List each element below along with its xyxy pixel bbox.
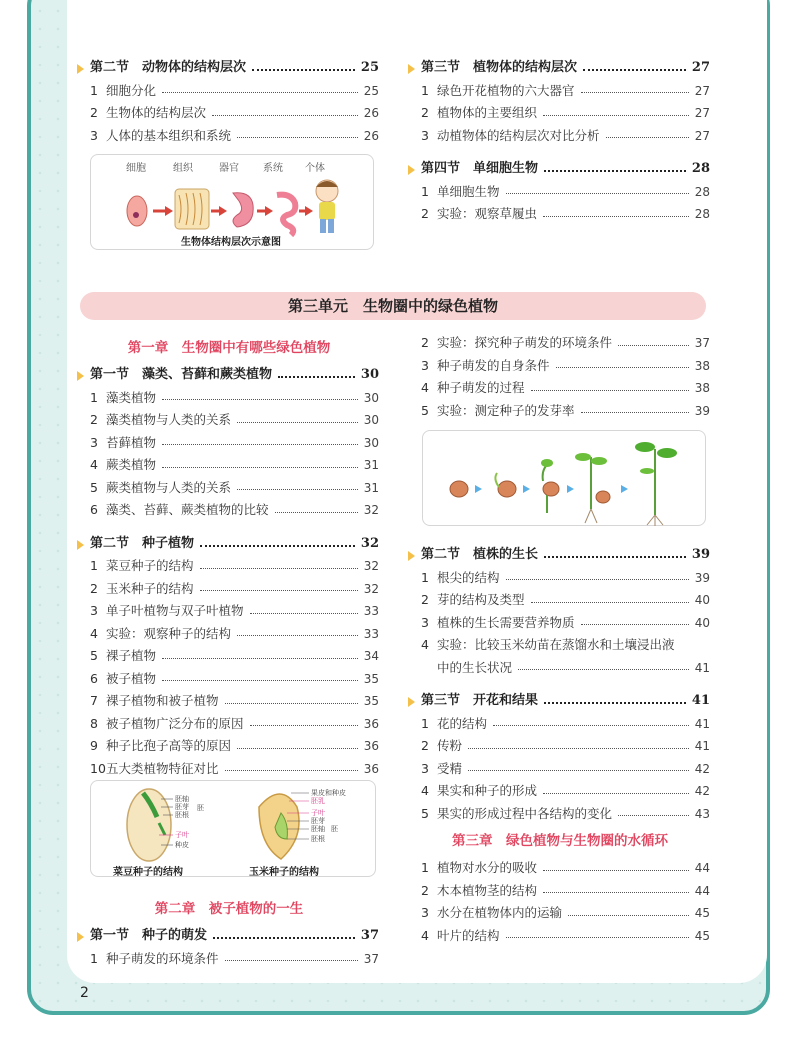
item-number: 2 <box>421 882 429 898</box>
item-label: 传粉 <box>437 738 463 753</box>
toc-item[interactable] <box>410 735 710 758</box>
dot-leader <box>237 422 358 423</box>
dot-leader <box>225 960 358 961</box>
growth-arrow-1 <box>475 485 482 493</box>
toc-top-right <box>410 57 710 226</box>
page-ref: 33 <box>363 626 379 641</box>
growth-arrow-4 <box>621 485 628 493</box>
page-ref: 28 <box>694 184 710 199</box>
page-ref: 28 <box>691 161 710 176</box>
item-number: 6 <box>90 502 98 517</box>
section-label: 第三节 开花和结果 <box>421 693 539 708</box>
item-label: 菜豆种子的结构 <box>106 558 194 573</box>
toc-item[interactable] <box>79 499 379 522</box>
page-ref: 36 <box>363 761 379 776</box>
bean-caption: 菜豆种子的结构 <box>113 867 183 878</box>
dot-leader <box>543 793 689 794</box>
toc-item[interactable] <box>79 102 379 125</box>
item-label: 实验：观察种子的结构 <box>106 625 232 641</box>
item-label: 细胞分化 <box>106 82 157 98</box>
triangle-marker-icon <box>77 371 84 381</box>
corn-caption: 玉米种子的结构 <box>249 867 319 878</box>
item-number: 1 <box>421 183 429 199</box>
dot-leader <box>506 193 689 194</box>
page-ref: 44 <box>694 883 710 898</box>
dot-leader <box>237 748 358 749</box>
item-number: 3 <box>421 614 429 630</box>
spacer <box>410 147 710 158</box>
item-number: 4 <box>421 783 429 798</box>
item-label: 绿色开花植物的六大器官 <box>437 82 575 98</box>
growth-arrow-3 <box>567 485 574 493</box>
toc-item[interactable] <box>79 409 379 432</box>
dot-leader <box>225 770 358 771</box>
dot-leader <box>162 680 358 681</box>
page-ref: 25 <box>363 83 379 98</box>
item-number: 3 <box>421 127 429 143</box>
toc-item[interactable] <box>410 400 710 423</box>
item-label: 实验：探究种子萌发的环境条件 <box>437 335 613 350</box>
dot-leader <box>250 613 358 614</box>
chapter-heading[interactable]: 第一章 生物圈中有哪些绿色植物 <box>127 340 331 356</box>
corn-label-1: 胚乳 <box>311 797 325 805</box>
figure-levels-caption: 生物体结构层次示意图 <box>181 237 281 248</box>
toc-item[interactable] <box>410 880 710 903</box>
item-label: 实验：比较玉米幼苗在蒸馏水和土壤浸出液 <box>437 637 675 652</box>
toc-item[interactable] <box>410 758 710 781</box>
triangle-marker-icon <box>77 540 84 550</box>
dot-leader <box>278 376 355 378</box>
triangle-marker-icon <box>408 64 415 74</box>
page-ref: 32 <box>360 535 379 551</box>
corn-label-6: 胚 <box>331 825 338 833</box>
page-ref: 39 <box>694 403 710 418</box>
corn-label-0: 果皮和种皮 <box>311 789 346 797</box>
section-label: 第二节 植株的生长 <box>421 547 539 562</box>
page-ref: 32 <box>363 503 379 517</box>
page-ref: 38 <box>694 358 710 373</box>
item-label: 种子萌发的自身条件 <box>437 357 550 373</box>
dot-leader <box>518 669 689 670</box>
bean-label-4: 子叶 <box>175 831 189 839</box>
item-label: 被子植物 <box>106 670 157 686</box>
toc-item[interactable] <box>410 567 710 590</box>
page-ref: 41 <box>691 693 710 708</box>
dot-leader <box>162 444 358 445</box>
figure-seed-structures <box>90 780 376 877</box>
toc-item[interactable] <box>79 80 379 103</box>
toc-item[interactable] <box>79 645 379 668</box>
unit-banner: 第三单元 生物圈中的绿色植物 <box>80 292 706 320</box>
toc-item[interactable] <box>410 780 710 803</box>
item-number: 1 <box>90 389 98 405</box>
item-label: 人体的基本组织和系统 <box>106 127 232 143</box>
dot-leader <box>162 467 358 468</box>
dot-leader <box>493 725 689 726</box>
triangle-marker-icon <box>408 551 415 561</box>
item-number: 1 <box>421 715 429 731</box>
dot-leader <box>583 69 686 71</box>
item-number: 3 <box>421 905 429 920</box>
toc-section[interactable] <box>410 57 710 80</box>
item-label: 实验：测定种子的发芽率 <box>437 402 575 418</box>
toc-item[interactable] <box>79 387 379 410</box>
toc-item[interactable] <box>79 555 379 578</box>
item-label: 植株的生长需要营养物质 <box>437 614 575 630</box>
dot-leader <box>543 216 689 217</box>
page-ref: 35 <box>363 671 379 686</box>
dot-leader <box>544 702 686 704</box>
toc-item[interactable] <box>410 925 710 948</box>
toc-item[interactable] <box>410 102 710 125</box>
toc-item[interactable] <box>410 181 710 204</box>
item-label: 藻类、苔藓、蕨类植物的比较 <box>106 502 269 517</box>
toc-top-left <box>79 57 379 147</box>
item-number: 4 <box>90 625 98 641</box>
dot-leader <box>275 512 358 513</box>
fig-label-tissue: 组织 <box>173 163 193 174</box>
item-label: 种子比孢子高等的原因 <box>106 738 232 753</box>
toc-section[interactable] <box>410 544 710 567</box>
section-label: 第一节 种子的萌发 <box>90 928 208 943</box>
dot-leader <box>162 92 358 93</box>
item-number: 2 <box>90 580 98 596</box>
page-number: 2 <box>80 985 89 1001</box>
page-ref: 26 <box>363 128 379 143</box>
item-number: 3 <box>90 127 98 143</box>
item-number: 1 <box>90 558 98 573</box>
toc-right-column-2 <box>410 544 710 947</box>
page-ref: 33 <box>363 604 379 618</box>
page-ref: 32 <box>363 581 379 596</box>
item-number: 2 <box>421 105 429 120</box>
corn-label-5: 胚根 <box>311 835 325 843</box>
corn-label-2: 子叶 <box>311 809 325 817</box>
triangle-marker-icon <box>408 165 415 175</box>
page-ref: 35 <box>363 694 379 708</box>
toc-section[interactable] <box>79 364 379 387</box>
dot-leader <box>556 367 689 368</box>
page-ref: 27 <box>694 83 710 98</box>
germination-illustration <box>423 431 707 527</box>
item-label: 蕨类植物 <box>106 457 157 472</box>
page-ref: 44 <box>694 861 710 875</box>
fig-label-cell: 细胞 <box>126 163 146 174</box>
dot-leader <box>162 399 358 400</box>
page-ref: 41 <box>694 739 710 753</box>
dot-leader <box>468 770 689 771</box>
toc-item[interactable] <box>410 657 710 680</box>
dot-leader <box>225 703 358 704</box>
page-ref: 30 <box>363 435 379 450</box>
toc-right-column <box>410 332 710 422</box>
page-ref: 37 <box>360 928 379 943</box>
page-ref: 27 <box>694 128 710 143</box>
chapter-heading[interactable]: 第二章 被子植物的一生 <box>154 901 304 917</box>
item-label: 裸子植物和被子植物 <box>106 693 219 708</box>
page-ref: 34 <box>363 649 379 663</box>
item-label: 水分在植物体内的运输 <box>437 905 563 920</box>
page-ref: 39 <box>694 570 710 585</box>
item-number: 4 <box>421 637 429 652</box>
page-ref: 31 <box>363 458 379 472</box>
item-number: 2 <box>90 105 98 120</box>
page-ref: 27 <box>694 106 710 120</box>
item-number: 2 <box>421 738 429 753</box>
item-number: 5 <box>421 402 429 418</box>
page-ref: 30 <box>360 367 379 382</box>
page-ref: 43 <box>694 806 710 821</box>
dot-leader <box>200 545 355 547</box>
toc-item[interactable] <box>79 713 379 736</box>
page-ref: 31 <box>363 480 379 495</box>
dot-leader <box>544 556 686 558</box>
item-number: 2 <box>421 206 429 221</box>
item-number: 5 <box>90 479 98 495</box>
dot-leader <box>568 915 689 916</box>
page-ref: 37 <box>363 951 379 966</box>
triangle-marker-icon <box>77 932 84 942</box>
dot-leader <box>252 69 355 71</box>
page-ref: 40 <box>694 593 710 607</box>
page-ref: 41 <box>694 716 710 731</box>
toc-item[interactable] <box>79 948 379 971</box>
dot-leader <box>531 390 689 391</box>
item-label: 中的生长状况 <box>437 659 513 675</box>
triangle-marker-icon <box>77 64 84 74</box>
item-number: 3 <box>90 603 98 618</box>
page-ref: 39 <box>691 547 710 562</box>
bean-label-5: 种皮 <box>175 841 189 849</box>
triangle-marker-icon <box>408 697 415 707</box>
item-label: 根尖的结构 <box>437 569 500 585</box>
page-ref: 41 <box>694 660 710 675</box>
toc-section[interactable] <box>79 533 379 556</box>
toc-item[interactable] <box>79 454 379 477</box>
item-label: 藻类植物 <box>106 389 157 405</box>
chapter-heading[interactable]: 第三章 绿色植物与生物圈的水循环 <box>452 833 668 849</box>
item-label: 藻类植物与人类的关系 <box>106 412 232 427</box>
figure-germination <box>422 430 706 526</box>
item-label: 玉米种子的结构 <box>106 580 194 596</box>
toc-item[interactable] <box>410 803 710 826</box>
item-number: 1 <box>421 82 429 98</box>
toc-section[interactable] <box>79 57 379 80</box>
item-number: 2 <box>90 412 98 427</box>
item-label: 实验：观察草履虫 <box>437 206 538 221</box>
fig-label-organ: 器官 <box>219 163 239 174</box>
page-ref: 45 <box>694 906 710 920</box>
toc-item[interactable] <box>410 203 710 226</box>
page-ref: 45 <box>694 928 710 943</box>
spacer <box>79 522 379 533</box>
dot-leader <box>237 489 358 490</box>
item-number: 3 <box>90 434 98 450</box>
toc-item[interactable] <box>79 668 379 691</box>
item-number: 1 <box>421 569 429 585</box>
item-number: 5 <box>90 648 98 663</box>
toc-item[interactable] <box>79 432 379 455</box>
page-ref: 38 <box>694 381 710 395</box>
toc-section[interactable] <box>79 925 379 948</box>
item-number: 8 <box>90 715 98 731</box>
dot-leader <box>581 412 689 413</box>
section-label: 第二节 动物体的结构层次 <box>90 60 247 75</box>
section-label: 第三节 植物体的结构层次 <box>421 60 578 75</box>
item-label: 蕨类植物与人类的关系 <box>106 479 232 495</box>
item-number: 2 <box>421 335 429 350</box>
page-ref: 42 <box>694 761 710 776</box>
toc-item[interactable] <box>79 623 379 646</box>
toc-item[interactable] <box>79 477 379 500</box>
item-label: 果实和种子的形成 <box>437 783 538 798</box>
bean-label-2: 胚根 <box>175 811 189 819</box>
toc-section[interactable] <box>410 690 710 713</box>
item-label: 木本植物茎的结构 <box>437 882 538 898</box>
item-label: 单子叶植物与双子叶植物 <box>106 603 244 618</box>
item-number: 6 <box>90 670 98 686</box>
page-ref: 36 <box>363 716 379 731</box>
dot-leader <box>212 115 358 116</box>
item-label: 裸子植物 <box>106 648 157 663</box>
toc-section[interactable] <box>410 158 710 181</box>
toc-item[interactable] <box>410 125 710 148</box>
dot-leader <box>618 345 689 346</box>
toc-item[interactable] <box>79 758 379 781</box>
item-label: 植物对水分的吸收 <box>437 860 538 875</box>
page-ref: 37 <box>694 336 710 350</box>
toc-item[interactable] <box>410 857 710 880</box>
dot-leader <box>506 937 689 938</box>
toc-item[interactable] <box>79 125 379 148</box>
item-label: 花的结构 <box>437 715 488 731</box>
item-number: 10 <box>90 760 106 776</box>
item-number: 9 <box>90 738 98 753</box>
item-number: 1 <box>90 82 98 98</box>
page-ref: 25 <box>360 60 379 75</box>
page-ref: 27 <box>691 60 710 75</box>
toc-left-column <box>79 332 379 780</box>
item-label: 被子植物广泛分布的原因 <box>106 715 244 731</box>
toc-item[interactable] <box>410 332 710 355</box>
toc-item[interactable] <box>410 612 710 635</box>
page-ref: 28 <box>694 207 710 221</box>
toc-item[interactable] <box>410 902 710 925</box>
item-label: 果实的形成过程中各结构的变化 <box>437 805 613 821</box>
dot-leader <box>250 725 358 726</box>
spacer <box>410 679 710 690</box>
corn-label-4: 胚轴 <box>311 825 325 833</box>
dot-leader <box>237 137 358 138</box>
toc-item[interactable] <box>410 634 710 657</box>
toc-item[interactable] <box>79 735 379 758</box>
toc-item[interactable] <box>410 589 710 612</box>
page-ref: 40 <box>694 615 710 630</box>
page-ref: 30 <box>363 390 379 405</box>
item-label: 生物体的结构层次 <box>106 105 207 120</box>
dot-leader <box>213 937 355 939</box>
toc-left-bottom <box>79 893 379 970</box>
toc-item[interactable] <box>410 377 710 400</box>
dot-leader <box>237 635 358 636</box>
dot-leader <box>468 748 689 749</box>
toc-item[interactable] <box>410 80 710 103</box>
item-label: 单细胞生物 <box>437 183 500 199</box>
item-number: 3 <box>421 357 429 373</box>
item-number: 2 <box>421 592 429 607</box>
item-label: 种子萌发的环境条件 <box>106 950 219 966</box>
bean-label-3: 胚 <box>197 804 204 812</box>
section-label: 第一节 藻类、苔藓和蕨类植物 <box>90 367 273 382</box>
item-label: 植物体的主要组织 <box>437 105 538 120</box>
section-label: 第二节 种子植物 <box>90 535 195 551</box>
bean-label-1: 胚芽 <box>175 803 189 811</box>
dot-leader <box>618 815 689 816</box>
item-label: 五大类植物特征对比 <box>106 760 219 776</box>
dot-leader <box>506 579 689 580</box>
item-number: 1 <box>421 860 429 875</box>
toc-item[interactable] <box>410 713 710 736</box>
dot-leader <box>531 602 689 603</box>
dot-leader <box>606 137 689 138</box>
item-label: 苔藓植物 <box>106 434 157 450</box>
dot-leader <box>200 568 358 569</box>
corn-label-3: 胚芽 <box>311 817 325 825</box>
dot-leader <box>581 92 689 93</box>
page-ref: 30 <box>363 413 379 427</box>
dot-leader <box>543 870 689 871</box>
page-ref: 32 <box>363 559 379 573</box>
figure-structure-levels <box>90 154 374 250</box>
dot-leader <box>162 658 358 659</box>
item-number: 4 <box>90 457 98 472</box>
item-label: 种子萌发的过程 <box>437 380 525 395</box>
page-ref: 42 <box>694 784 710 798</box>
growth-arrow-2 <box>523 485 530 493</box>
fig-label-system: 系统 <box>263 163 283 174</box>
bean-label-0: 胚轴 <box>175 795 189 803</box>
dot-leader <box>543 115 689 116</box>
item-label: 动植物体的结构层次对比分析 <box>437 127 600 143</box>
dot-leader <box>544 170 686 172</box>
dot-leader <box>543 892 689 893</box>
item-label: 芽的结构及类型 <box>437 592 525 607</box>
toc-item[interactable] <box>79 600 379 623</box>
toc-item[interactable] <box>410 355 710 378</box>
section-label: 第四节 单细胞生物 <box>421 161 539 176</box>
dot-leader <box>200 590 358 591</box>
toc-item[interactable] <box>79 690 379 713</box>
item-number: 5 <box>421 805 429 821</box>
item-number: 4 <box>421 380 429 395</box>
fig-label-individual: 个体 <box>305 163 325 174</box>
item-number: 7 <box>90 693 98 708</box>
item-label: 受精 <box>437 760 463 776</box>
dot-leader <box>581 624 689 625</box>
page-ref: 26 <box>363 106 379 120</box>
item-number: 1 <box>90 950 98 966</box>
item-number: 4 <box>421 927 429 943</box>
toc-item[interactable] <box>79 578 379 601</box>
item-label: 叶片的结构 <box>437 927 500 943</box>
page-ref: 36 <box>363 739 379 753</box>
item-number: 3 <box>421 760 429 776</box>
